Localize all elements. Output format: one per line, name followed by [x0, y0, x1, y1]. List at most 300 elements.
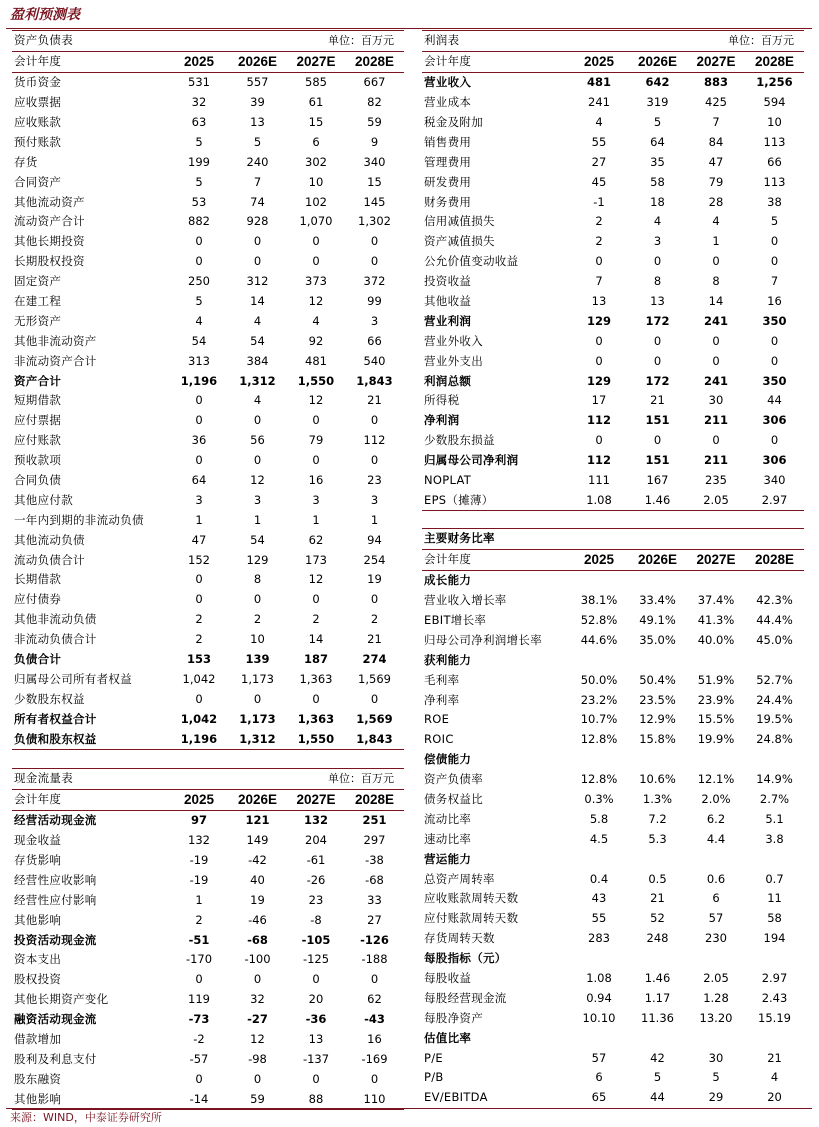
table-row: [12, 132, 404, 152]
row-value: 12: [308, 294, 324, 309]
row-value: 7.2: [648, 811, 667, 826]
row-value: 21: [367, 632, 382, 647]
row-value: 0.3%: [584, 792, 614, 807]
section-header-row: [422, 650, 804, 670]
table-row: [12, 311, 404, 331]
row-value: [570, 949, 628, 969]
row-label: ROIC: [424, 732, 454, 747]
row-label: 毛利率: [424, 672, 460, 687]
row-value: 153: [186, 652, 211, 667]
row-value: 10: [308, 174, 324, 189]
table-row: [422, 1048, 804, 1068]
table-row: [12, 709, 404, 729]
row-value: 110: [345, 1089, 404, 1109]
row-value: [570, 849, 628, 869]
table-row: [12, 930, 404, 950]
row-value: 7: [770, 274, 779, 289]
row-label: 固定资产: [14, 274, 62, 289]
table-row: [12, 431, 404, 451]
row-value: 6: [312, 134, 320, 149]
row-label: 其他长期资产变化: [14, 992, 109, 1007]
spacer-cell: [628, 529, 804, 550]
row-value: 13: [250, 115, 265, 129]
row-label: 其他流动负债: [14, 532, 85, 547]
row-value: 39: [250, 95, 265, 110]
row-value: -46: [248, 912, 267, 927]
row-value: 37.4%: [697, 593, 735, 608]
row-value: 10.7%: [580, 712, 618, 727]
table-row: [422, 611, 804, 631]
row-label: 股东融资: [14, 1071, 62, 1086]
row-value: 1,843: [345, 729, 404, 749]
row-value: 0: [195, 592, 203, 607]
row-value: 0: [312, 972, 320, 987]
row-value: 2.0%: [701, 792, 731, 807]
row-value: 251: [362, 813, 387, 828]
table-row: [422, 132, 804, 152]
row-value: 99: [367, 294, 382, 309]
row-value: 132: [303, 813, 328, 828]
row-value: 306: [762, 453, 787, 468]
table-row: [12, 371, 404, 391]
row-value: 79: [708, 174, 724, 189]
row-value: 21: [650, 891, 665, 906]
table-row: [422, 212, 804, 232]
table-row: [422, 829, 804, 849]
row-value: 350: [762, 313, 787, 328]
row-value: 149: [246, 833, 269, 848]
row-value: 1.08: [570, 490, 628, 510]
row-value: 5: [653, 1070, 662, 1085]
row-value: [628, 750, 687, 770]
row-value: 12.9%: [639, 712, 676, 727]
row-value: 928: [246, 214, 269, 229]
row-value: [628, 570, 687, 590]
row-value: [745, 949, 804, 969]
row-label: 销售费用: [424, 134, 472, 149]
row-label: 每股经营现金流: [424, 990, 507, 1005]
row-value: 74: [250, 194, 265, 209]
row-value: 0: [253, 592, 262, 607]
row-value: 2.05: [687, 490, 745, 510]
row-value: 16: [308, 473, 324, 488]
row-value: 0: [370, 972, 379, 987]
balance-sheet-panel: [12, 30, 404, 750]
cash-flow-unit: 单位：百万元: [228, 769, 404, 790]
table-row: [12, 212, 404, 232]
row-value: 52: [650, 911, 665, 926]
row-label: 其他应付款: [14, 492, 73, 507]
row-label: 营业收入: [424, 75, 472, 90]
row-label: 财务费用: [424, 194, 472, 209]
row-value: 340: [763, 473, 786, 488]
row-value: 0: [253, 1071, 262, 1086]
row-value: 0: [770, 433, 779, 448]
row-value: -137: [302, 1051, 330, 1066]
table-row: [12, 331, 404, 351]
table-row: [12, 1069, 404, 1089]
table-row: [422, 809, 804, 829]
row-value: 0: [312, 254, 320, 269]
row-value: 4: [712, 214, 720, 229]
row-value: 3.8: [765, 831, 784, 846]
row-label: 总资产周转率: [424, 871, 495, 886]
row-value: 0: [195, 413, 203, 428]
row-value: 0: [195, 234, 203, 249]
row-label: 其他非流动资产: [14, 333, 97, 348]
row-value: 12: [308, 572, 324, 587]
row-value: 65: [570, 1088, 628, 1108]
column-header-year: 2025: [170, 789, 228, 810]
row-value: 27: [591, 154, 607, 169]
row-label: P/B: [424, 1070, 444, 1085]
row-label: 其他影响: [12, 1089, 170, 1109]
row-value: [745, 650, 804, 670]
row-value: 1,302: [358, 214, 391, 229]
row-label: EPS（摊薄）: [422, 490, 570, 510]
row-value: 23: [308, 892, 324, 907]
row-value: [570, 570, 628, 590]
row-value: 52.8%: [580, 613, 618, 627]
row-value: 52.7%: [756, 672, 793, 687]
row-label: 营业利润: [424, 313, 472, 328]
table-row: [12, 990, 404, 1010]
row-label: 税金及附加: [424, 115, 483, 129]
row-value: 23.2%: [580, 692, 618, 707]
table-row: [12, 650, 404, 670]
row-label: 非流动资产合计: [14, 353, 97, 368]
row-value: 3: [195, 492, 203, 507]
row-value: 121: [245, 813, 270, 828]
row-value: 145: [363, 194, 386, 209]
section-header-row: [422, 750, 804, 770]
row-value: 12.1%: [697, 772, 735, 787]
table-row: [12, 471, 404, 491]
row-label: P/E: [424, 1050, 443, 1065]
row-label: 债务权益比: [424, 792, 483, 807]
row-value: 7: [712, 115, 720, 129]
section-header-row: [422, 949, 804, 969]
row-value: 0: [770, 353, 779, 368]
row-value: 0: [595, 433, 603, 448]
table-row: [12, 970, 404, 990]
table-row: [422, 252, 804, 272]
row-value: 0.4: [589, 871, 609, 886]
row-value: 1: [312, 512, 320, 527]
row-label: 营运能力: [424, 851, 472, 866]
table-row: [12, 1010, 404, 1030]
table-row: [422, 272, 804, 292]
table-row: [12, 272, 404, 292]
row-value: 0: [653, 333, 662, 348]
row-value: 2.05: [703, 971, 729, 986]
row-value: 43: [591, 891, 607, 906]
row-value: 0: [253, 234, 262, 249]
table-row: [12, 810, 404, 830]
row-value: 0: [595, 353, 603, 368]
table-row: [422, 591, 804, 611]
row-label: 估值比率: [424, 1030, 472, 1045]
row-value: -169: [361, 1051, 388, 1066]
income-statement-title: 利润表: [422, 31, 628, 52]
column-header-year: 2025: [570, 51, 628, 72]
table-row: [12, 1049, 404, 1069]
table-row: [422, 710, 804, 730]
row-label: 偿债能力: [424, 752, 472, 767]
row-value: 274: [362, 652, 387, 667]
row-label: 负债和股东权益: [12, 729, 170, 749]
row-label: 股利及利息支付: [14, 1051, 97, 1066]
row-label: 存货影响: [14, 853, 62, 867]
row-label: 投资活动现金流: [14, 932, 97, 947]
row-value: 194: [763, 931, 786, 946]
row-value: 79: [308, 433, 324, 448]
column-header-year: 2027E: [287, 51, 345, 72]
row-value: 11.36: [641, 1010, 674, 1025]
table-row: [12, 93, 404, 113]
row-value: 16: [367, 1032, 382, 1047]
table-row: [422, 770, 804, 790]
row-value: [745, 1028, 804, 1048]
row-value: 44: [767, 393, 782, 408]
table-row: [422, 1088, 804, 1108]
row-value: 5: [195, 294, 203, 309]
row-label: 净利润: [424, 413, 460, 428]
row-value: 54: [250, 532, 265, 547]
table-row: [422, 969, 804, 989]
row-value: 113: [763, 174, 786, 189]
row-value: 204: [305, 833, 327, 848]
row-value: 55: [591, 911, 607, 926]
row-value: 883: [703, 75, 728, 90]
table-row: [12, 451, 404, 471]
row-value: 1.46: [628, 490, 687, 510]
row-value: 55: [591, 134, 607, 149]
row-value: [628, 650, 687, 670]
column-header-year: 2027E: [687, 51, 745, 72]
row-value: 21: [367, 393, 382, 408]
row-label: 每股净资产: [424, 1010, 483, 1025]
table-row: [12, 113, 404, 133]
row-value: 14: [250, 294, 265, 309]
row-label: 长期股权投资: [14, 254, 85, 269]
row-value: 1.17: [644, 990, 671, 1005]
table-row: [422, 172, 804, 192]
row-label: 流动资产合计: [14, 214, 85, 229]
row-value: 1,843: [356, 373, 393, 388]
row-value: 0: [312, 234, 320, 249]
table-row: [12, 729, 404, 749]
row-value: 1,196: [180, 373, 218, 388]
row-value: 61: [308, 95, 324, 110]
table-row: [12, 890, 404, 910]
row-value: 1,569: [356, 711, 393, 726]
row-value: 248: [646, 931, 669, 946]
row-value: 1,312: [239, 373, 276, 388]
financial-ratios-panel: [422, 528, 804, 1109]
row-value: 0: [653, 353, 662, 368]
row-value: 14: [708, 294, 724, 309]
row-value: -42: [248, 853, 267, 867]
table-row: [422, 929, 804, 949]
row-value: 0: [712, 254, 720, 269]
row-label: 所得税: [424, 393, 460, 408]
row-value: 3: [653, 234, 662, 249]
table-row: [422, 889, 804, 909]
table-row: [12, 1030, 404, 1050]
row-value: 12: [250, 1032, 265, 1047]
row-value: 57: [708, 911, 724, 926]
row-value: [570, 1028, 628, 1048]
row-value: 0: [370, 413, 379, 428]
table-row: [422, 351, 804, 371]
row-value: 4: [253, 313, 262, 328]
row-value: 2: [195, 632, 203, 647]
row-value: 12.8%: [580, 732, 618, 747]
row-value: 0: [595, 254, 603, 269]
row-value: 19: [367, 572, 382, 587]
row-label: 其他收益: [424, 294, 472, 309]
row-value: 313: [188, 353, 210, 368]
row-label: 其他非流动负债: [14, 612, 97, 627]
row-value: 2: [370, 612, 379, 627]
row-value: -105: [301, 932, 331, 947]
column-header-year: 2028E: [745, 549, 804, 570]
row-value: 14.9%: [756, 772, 793, 787]
row-value: 44.4%: [756, 613, 793, 627]
row-value: 8: [653, 274, 662, 289]
row-value: -170: [185, 952, 213, 967]
row-label: 现金收益: [14, 833, 62, 848]
row-value: 58: [650, 174, 665, 189]
row-label: 资产减值损失: [424, 234, 495, 249]
table-row: [422, 152, 804, 172]
row-value: [628, 849, 687, 869]
row-value: 1,550: [287, 729, 345, 749]
row-value: -19: [189, 853, 209, 867]
row-label: 短期借款: [14, 393, 62, 408]
table-row: [422, 192, 804, 212]
row-label: 流动比率: [424, 811, 472, 826]
row-value: 0.5: [648, 871, 667, 886]
row-value: 302: [305, 154, 327, 169]
table-row: [12, 950, 404, 970]
row-value: 350: [762, 373, 787, 388]
row-value: 3: [253, 492, 262, 507]
row-value: 0: [370, 592, 379, 607]
row-value: -43: [364, 1012, 385, 1027]
row-value: 15: [308, 115, 324, 129]
row-label: 少数股东权益: [14, 691, 85, 706]
row-value: 57: [591, 1050, 607, 1065]
row-label: 应付票据: [14, 413, 62, 428]
row-value: 6: [595, 1070, 603, 1085]
row-value: 30: [708, 393, 724, 408]
row-label: 研发费用: [424, 174, 472, 189]
row-value: 59: [228, 1089, 287, 1109]
row-value: 17: [591, 393, 607, 408]
row-value: 167: [646, 473, 669, 488]
row-value: 62: [308, 532, 324, 547]
row-value: 0: [653, 433, 662, 448]
row-value: 1.28: [703, 990, 729, 1005]
column-header-year: 2026E: [628, 549, 687, 570]
column-header-label: 会计年度: [12, 51, 170, 72]
row-value: 0: [253, 691, 262, 706]
row-value: 82: [367, 95, 382, 110]
row-value: 58: [767, 911, 782, 926]
row-value: 5: [195, 134, 203, 149]
page-title: 盈利预测表: [10, 7, 80, 23]
row-value: 5.1: [765, 811, 784, 826]
row-value: 1: [253, 512, 262, 527]
row-label: 归属母公司所有者权益: [14, 671, 132, 686]
row-value: 15: [367, 174, 382, 189]
row-label: 预付账款: [14, 134, 62, 149]
row-value: 211: [703, 413, 728, 428]
row-value: 4: [312, 313, 320, 328]
row-value: 283: [588, 931, 610, 946]
table-row: [422, 790, 804, 810]
table-row: [422, 371, 804, 391]
row-value: -1: [593, 194, 605, 209]
row-label: 应收账款周转天数: [424, 891, 519, 906]
table-row: [422, 1008, 804, 1028]
column-header-year: 2026E: [228, 789, 287, 810]
row-label: 资本支出: [14, 952, 62, 967]
table-row: [12, 630, 404, 650]
column-header-year: 2028E: [745, 51, 804, 72]
row-value: 45: [591, 174, 607, 189]
row-value: 19.9%: [697, 732, 735, 747]
row-value: 250: [188, 274, 210, 289]
row-value: 42: [650, 1050, 665, 1065]
table-row: [422, 331, 804, 351]
row-value: 5: [712, 1070, 720, 1085]
table-row: [422, 72, 804, 92]
row-value: 1.46: [644, 971, 671, 986]
row-value: 5: [253, 134, 262, 149]
row-value: 2: [253, 612, 262, 627]
row-value: 49.1%: [639, 613, 676, 627]
table-row: [422, 232, 804, 252]
row-label: 其他长期投资: [14, 234, 85, 249]
table-row: [12, 510, 404, 530]
row-value: 0: [312, 413, 320, 428]
row-value: 0: [370, 1071, 379, 1086]
table-row: [12, 570, 404, 590]
row-label: 应收账款: [14, 115, 62, 129]
row-value: 373: [305, 274, 327, 289]
row-value: -36: [305, 1012, 327, 1027]
table-row: [12, 72, 404, 92]
row-value: 10: [250, 632, 265, 647]
row-label: 其他影响: [14, 912, 62, 927]
row-value: 0: [370, 453, 379, 468]
row-value: 94: [367, 532, 382, 547]
row-label: 流动负债合计: [14, 552, 85, 567]
table-row: [422, 93, 804, 113]
row-value: [687, 949, 745, 969]
row-value: -68: [365, 872, 384, 887]
table-row: [422, 670, 804, 690]
row-value: 0: [770, 234, 779, 249]
row-value: 24.4%: [756, 692, 793, 707]
row-value: 372: [363, 274, 386, 289]
row-value: 0: [195, 972, 203, 987]
row-value: 0.7: [765, 871, 784, 886]
row-value: 172: [645, 313, 670, 328]
